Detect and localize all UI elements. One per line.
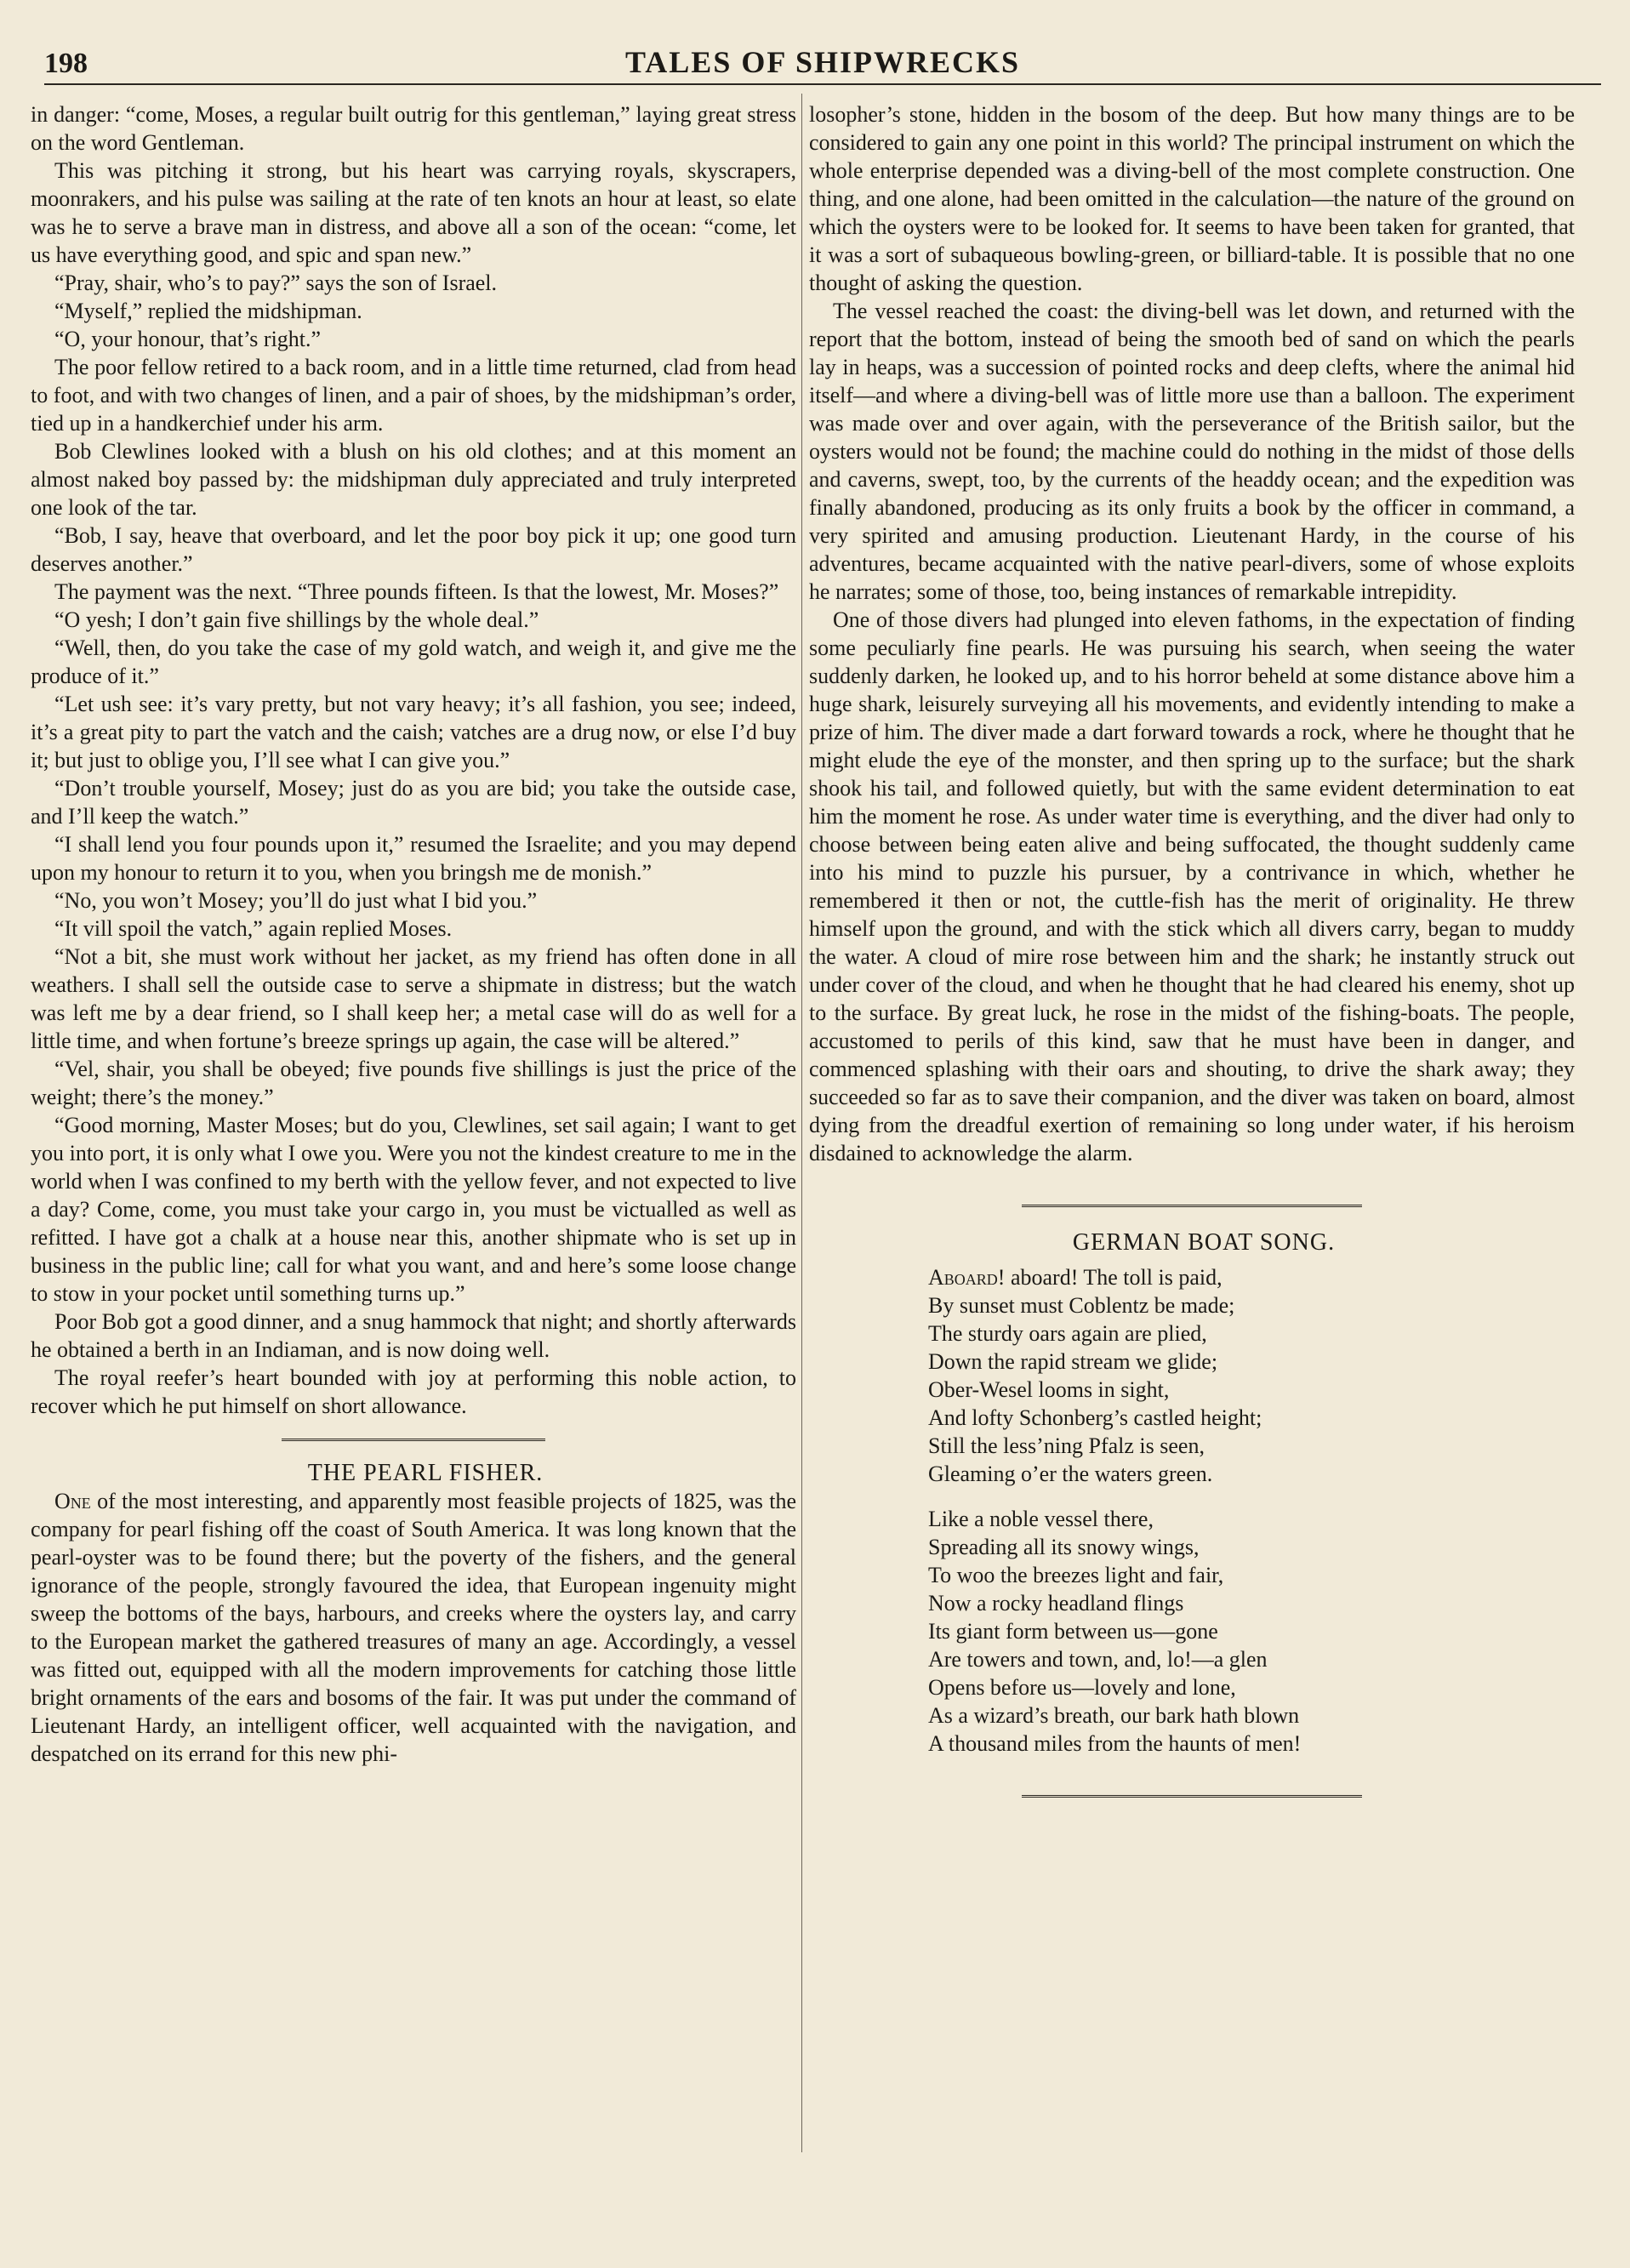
section-title-german-boat-song: GERMAN BOAT SONG. (1072, 1229, 1336, 1256)
paragraph: “Bob, I say, heave that overboard, and let the poor boy pick it up; one good turn deserves another.” (31, 523, 796, 576)
paragraph: “Let ush see: it’s vary pretty, but not vary heavy; it’s all fashion, you see; indeed, it’s a great pity to part the vatch and the caish; vatches are a drug now, or else I’d buy it; but just to oblige you, I’ll see what I can give you.” (31, 692, 796, 772)
poem-line: Its giant form between us—gone (928, 1619, 1218, 1644)
poem-line: By sunset must Coblentz be made; (928, 1293, 1235, 1318)
poem (928, 1263, 1575, 1758)
paragraph: “I shall lend you four pounds upon it,” resumed the Israelite; and you may depend upon my honour to return it to you, when you bringsh me de monish.” (31, 832, 796, 885)
paragraph: “Good morning, Master Moses; but do you, Clewlines, set sail again; I want to get you into port, it is only what I owe you. Were you not the kindest creature to me in the world when I was confined to my berth with the yellow fever, and not expected to live a day? Come, come, you must take your cargo in, you must be victualled as well as refitted. I have got a chalk at a house near this, another shipmate who is set up in business in the public line; call for what you want, and and here’s some loose change to stow in your pocket until something turns up.” (31, 1113, 796, 1306)
poem-line: To woo the breezes light and fair, (928, 1563, 1224, 1587)
paragraph: The poor fellow retired to a back room, and in a little time returned, clad from head to foot, and with two changes of linen, and a pair of shoes, by the midshipman’s order, tied up in a handkerchief under his arm. (31, 355, 796, 436)
poem-line: The sturdy oars again are plied, (928, 1321, 1207, 1346)
poem-line: Opens before us—lovely and lone, (928, 1675, 1236, 1700)
poem-line (928, 1263, 1575, 1291)
poem-line-text: ! aboard! The toll is paid, (997, 1265, 1222, 1290)
poem-line: Still the less’ning Pfalz is seen, (928, 1433, 1205, 1458)
paragraph: “Not a bit, she must work without her jacket, as my friend has often done in all weathers. I shall sell the outside case to serve a shipmate in distress; but the watch was left me by a dear friend, so I shall keep her; a metal case will do as well for a little time, and when fortune’s breeze springs up again, the case will be altered.” (31, 944, 796, 1053)
poem-line: Gleaming o’er the waters green. (928, 1462, 1213, 1486)
paragraph: in danger: “come, Moses, a regular built outrig for this gentleman,” laying great stress on the word Gentleman. (31, 102, 796, 155)
poem-line: Like a noble vessel there, (928, 1507, 1154, 1531)
paragraph: “Don’t trouble yourself, Mosey; just do as you are bid; you take the outside case, and I’ll keep the watch.” (31, 776, 796, 829)
section-separator (1022, 1205, 1362, 1210)
paragraph: “O yesh; I don’t gain five shillings by the whole deal.” (54, 607, 539, 632)
page-number: 198 (44, 48, 88, 79)
opening-word: One (54, 1489, 91, 1513)
page-header (44, 32, 1601, 85)
poem-line: Down the rapid stream we glide; (928, 1349, 1218, 1374)
poem-line: Ober-Wesel looms in sight, (928, 1377, 1170, 1402)
section-separator (1022, 1795, 1362, 1800)
column-divider (801, 94, 802, 2152)
paragraph: “Vel, shair, you shall be obeyed; five pounds five shillings is just the price of the weight; there’s the money.” (31, 1057, 796, 1109)
paragraph: Bob Clewlines looked with a blush on his old clothes; and at this moment an almost naked boy passed by: the midshipman duly appreciated and truly interpreted one look of the tar. (31, 439, 796, 520)
paragraph: The royal reefer’s heart bounded with joy at performing this noble action, to recover which he put himself on short allowance. (31, 1365, 796, 1418)
left-column (31, 100, 796, 1768)
section-separator (282, 1439, 545, 1444)
paragraph: “Pray, shair, who’s to pay?” says the son of Israel. (54, 271, 498, 295)
opening-word: Aboard (928, 1265, 998, 1290)
paragraph: “Well, then, do you take the case of my gold watch, and weigh it, and give me the produce of it.” (31, 635, 796, 688)
poem-line: And lofty Schonberg’s castled height; (928, 1405, 1262, 1430)
poem-line: Spreading all its snowy wings, (928, 1535, 1200, 1559)
paragraph: The vessel reached the coast: the diving-bell was let down, and returned with the report that the bottom, instead of being the smooth bed of sand on which the pearls lay in heaps, was a succession of pointed rocks and deep clefts, where the animal hid itself—and where a diving-bell was of little more use than a balloon. The experiment was made over and over again, with the perseverance of the British sailor, but the oysters would not be found; the machine could do nothing in the midst of those dells and caverns, swept, too, by the currents of the headdy ocean; and the expedition was finally abandoned, producing as its only fruits a book by the officer in command, a very spirited and amusing production. Lieutenant Hardy, in the course of his adventures, became acquainted with the native pearl-divers, some of whose exploits he narrates; some of those, too, being instances of remarkable intrepidity. (809, 299, 1575, 604)
poem-stanza (928, 1263, 1575, 1488)
poem-line: Are towers and town, and, lo!—a glen (928, 1647, 1268, 1672)
section-title-pearl-fisher: THE PEARL FISHER. (307, 1460, 544, 1486)
paragraph: One of those divers had plunged into eleven fathoms, in the expectation of finding some peculiarly fine pearls. He was pursuing his search, when seeing the water suddenly darken, he looked up, and to his horror beheld at some distance above him a huge shark, leisurely surveying all his movements, and evidently intending to make a prize of him. The diver made a dart forward towards a rock, where he thought that he might elude the eye of the monster, and then spring up to the surface; but the shark shook his tail, and followed quietly, but with the same evident determination to eat him the moment he rose. As under water time is everything, and the diver had only to choose between being eaten alive and being suffocated, the thought suddenly came into his mind to puzzle his pursuer, by a contrivance in which, whether he remembered it then or not, the cuttle-fish has the merit of originality. He threw himself upon the ground, and with the stick which all divers carry, began to muddy the water. A cloud of mire rose between him and the shark; he instantly struck out under cover of the cloud, and when he thought that he had cleared his enemy, shot up to the surface. By great luck, he rose in the midst of the fishing-boats. The people, accustomed to perils of this kind, saw that he must have been in danger, and commenced splashing with their oars and shouting, to drive the shark away; they succeeded so far as to save their companion, and the diver was taken on board, almost dying from the dreadful exertion of remaining so long under water, if his heroism disdained to acknowledge the alarm. (809, 607, 1575, 1165)
paragraph: “Myself,” replied the midshipman. (54, 299, 362, 323)
poem-stanza (928, 1505, 1575, 1758)
paragraph (31, 1487, 796, 1768)
paragraph: Poor Bob got a good dinner, and a snug hammock that night; and shortly afterwards he obtained a berth in an Indiaman, and is now doing well. (31, 1309, 796, 1362)
running-title: TALES OF SHIPWRECKS (624, 45, 1021, 79)
paragraph: “O, your honour, that’s right.” (54, 327, 322, 351)
poem-line: As a wizard’s breath, our bark hath blown (928, 1703, 1300, 1728)
poem-line: Now a rocky headland flings (928, 1591, 1184, 1616)
right-column (809, 100, 1575, 1819)
paragraph: losopher’s stone, hidden in the bosom of the deep. But how many things are to be considered to gain any one point in this world? The principal instrument on which the whole enterprise depended was a diving-bell of the most complete construction. One thing, and one alone, had been omitted in the calculation—the nature of the ground on which the oysters were to be looked for. It seems to have been taken for granted, that it was a sort of subaqueous bowling-green, or billiard-table. It is possible that no one thought of asking the question. (809, 102, 1575, 295)
paragraph: This was pitching it strong, but his heart was carrying royals, skyscrapers, moonrakers, and his pulse was sailing at the rate of ten knots an hour at least, so elate was he to serve a brave man in distress, and above all a son of the ocean: “come, let us have everything good, and spic and span new.” (31, 158, 796, 267)
paragraph-text: of the most interesting, and apparently most feasible projects of 1825, was the company for pearl fishing off the coast of South America. It was long known that the pearl-oyster was to be found there; but the poverty of the fishers, and the general ignorance of the people, strongly favoured the idea, that European ingenuity might sweep the bottoms of the bays, harbours, and creeks where the oysters lay, and carry to the European market the gathered treasures of many an age. Accordingly, a vessel was fitted out, equipped with all the modern improvements for catching those little bright ornaments of the ears and bosoms of the fair. It was put under the command of Lieutenant Hardy, an intelligent officer, well acquainted with the navigation, and despatched on its errand for this new phi- (31, 1489, 796, 1766)
paragraph: The payment was the next. “Three pounds fifteen. Is that the lowest, Mr. Moses?” (54, 579, 779, 604)
poem-line: A thousand miles from the haunts of men! (928, 1731, 1302, 1756)
paragraph: “It vill spoil the vatch,” again replied Moses. (54, 916, 453, 941)
paragraph: “No, you won’t Mosey; you’ll do just what I bid you.” (54, 888, 538, 913)
